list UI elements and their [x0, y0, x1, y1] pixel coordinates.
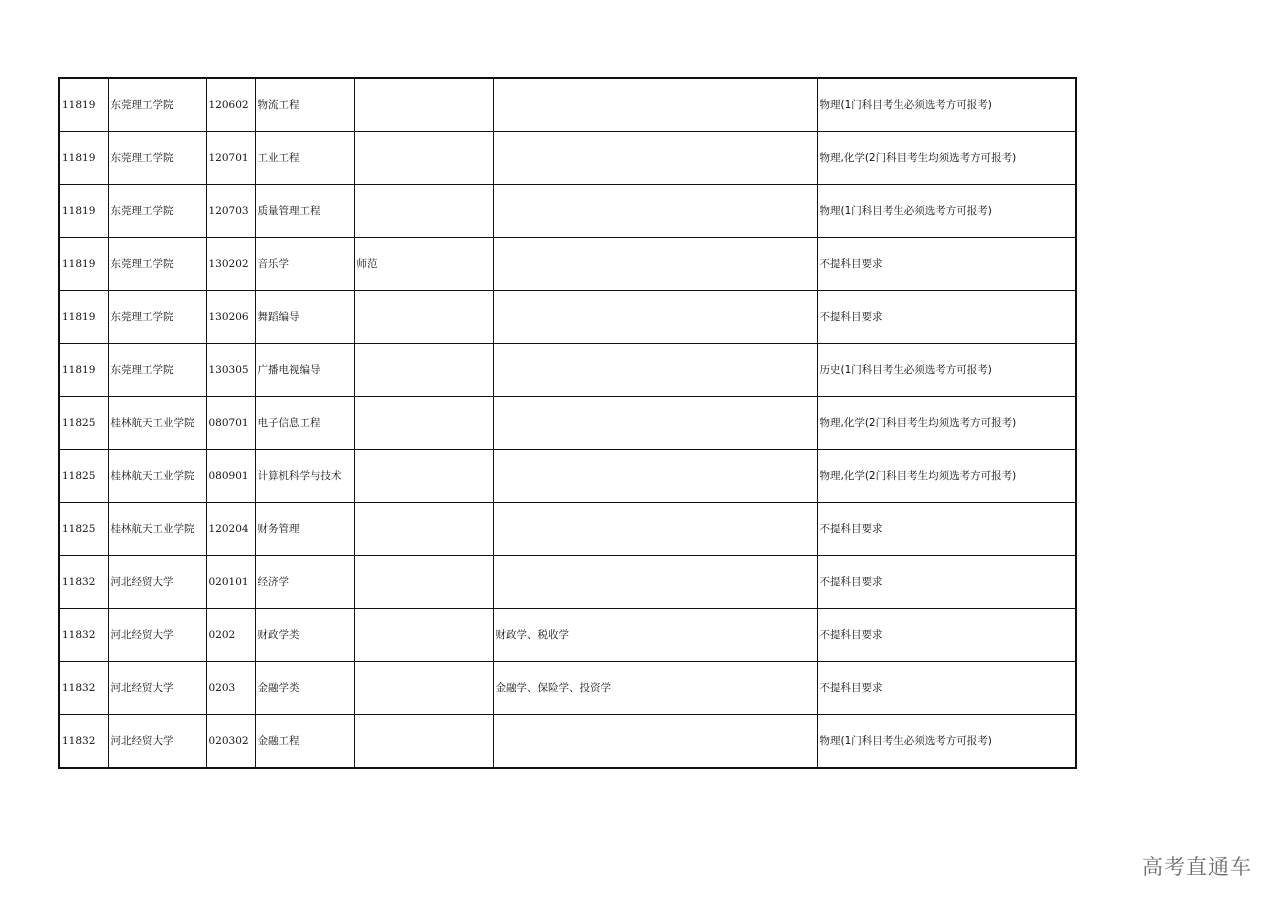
school-name-cell: 东莞理工学院 [108, 185, 206, 238]
major-name-cell: 经济学 [255, 556, 354, 609]
table-row [59, 397, 1076, 450]
watermark-text: 高考直通车 [1142, 855, 1252, 879]
school-code-cell: 11825 [59, 503, 108, 556]
school-code-cell: 11819 [59, 344, 108, 397]
school-code-cell: 11819 [59, 185, 108, 238]
note-cell [354, 556, 493, 609]
table-row [59, 450, 1076, 503]
major-name-cell: 金融工程 [255, 715, 354, 769]
major-code-cell: 120701 [206, 132, 255, 185]
subject-requirement-cell: 不提科目要求 [817, 556, 1076, 609]
table-body [59, 78, 1076, 768]
major-name-cell: 电子信息工程 [255, 397, 354, 450]
school-code-cell: 11832 [59, 662, 108, 715]
school-name-cell: 河北经贸大学 [108, 609, 206, 662]
table-row [59, 132, 1076, 185]
includes-majors-cell: 金融学、保险学、投资学 [493, 662, 817, 715]
school-code-cell: 11832 [59, 556, 108, 609]
major-name-cell: 质量管理工程 [255, 185, 354, 238]
school-name-cell: 东莞理工学院 [108, 78, 206, 132]
major-code-cell: 020302 [206, 715, 255, 769]
subject-requirement-cell: 历史(1门科目考生必须选考方可报考) [817, 344, 1076, 397]
major-code-cell: 120703 [206, 185, 255, 238]
school-name-cell: 东莞理工学院 [108, 344, 206, 397]
table-row [59, 503, 1076, 556]
school-name-cell: 东莞理工学院 [108, 132, 206, 185]
major-code-cell: 0203 [206, 662, 255, 715]
subject-requirement-cell: 不提科目要求 [817, 609, 1076, 662]
note-cell [354, 450, 493, 503]
table-row [59, 715, 1076, 769]
school-code-cell: 11819 [59, 291, 108, 344]
major-code-cell: 020101 [206, 556, 255, 609]
table-row [59, 185, 1076, 238]
note-cell [354, 503, 493, 556]
table-row [59, 78, 1076, 132]
major-name-cell: 工业工程 [255, 132, 354, 185]
includes-majors-cell [493, 78, 817, 132]
subject-requirement-cell: 物理,化学(2门科目考生均须选考方可报考) [817, 450, 1076, 503]
table-row [59, 609, 1076, 662]
subject-requirement-cell: 不提科目要求 [817, 291, 1076, 344]
note-cell [354, 132, 493, 185]
includes-majors-cell [493, 132, 817, 185]
major-name-cell: 财政学类 [255, 609, 354, 662]
school-name-cell: 东莞理工学院 [108, 291, 206, 344]
note-cell [354, 662, 493, 715]
table-row [59, 291, 1076, 344]
school-name-cell: 河北经贸大学 [108, 556, 206, 609]
subject-requirement-cell: 物理,化学(2门科目考生均须选考方可报考) [817, 397, 1076, 450]
school-code-cell: 11819 [59, 132, 108, 185]
school-name-cell: 河北经贸大学 [108, 715, 206, 769]
table-row [59, 344, 1076, 397]
note-cell [354, 78, 493, 132]
includes-majors-cell [493, 238, 817, 291]
school-name-cell: 东莞理工学院 [108, 238, 206, 291]
subject-requirement-cell: 物理,化学(2门科目考生均须选考方可报考) [817, 132, 1076, 185]
major-code-cell: 130202 [206, 238, 255, 291]
major-code-cell: 080701 [206, 397, 255, 450]
school-name-cell: 桂林航天工业学院 [108, 503, 206, 556]
subject-requirement-cell: 物理(1门科目考生必须选考方可报考) [817, 78, 1076, 132]
school-name-cell: 桂林航天工业学院 [108, 397, 206, 450]
school-code-cell: 11825 [59, 397, 108, 450]
school-code-cell: 11819 [59, 78, 108, 132]
note-cell [354, 344, 493, 397]
major-name-cell: 财务管理 [255, 503, 354, 556]
note-cell [354, 609, 493, 662]
includes-majors-cell [493, 450, 817, 503]
major-name-cell: 物流工程 [255, 78, 354, 132]
includes-majors-cell [493, 291, 817, 344]
includes-majors-cell [493, 397, 817, 450]
school-code-cell: 11825 [59, 450, 108, 503]
includes-majors-cell [493, 503, 817, 556]
school-name-cell: 河北经贸大学 [108, 662, 206, 715]
note-cell: 师范 [354, 238, 493, 291]
includes-majors-cell [493, 556, 817, 609]
subject-requirement-cell: 物理(1门科目考生必须选考方可报考) [817, 715, 1076, 769]
school-code-cell: 11819 [59, 238, 108, 291]
major-code-cell: 0202 [206, 609, 255, 662]
major-name-cell: 舞蹈编导 [255, 291, 354, 344]
school-code-cell: 11832 [59, 609, 108, 662]
note-cell [354, 397, 493, 450]
subject-requirement-cell: 不提科目要求 [817, 238, 1076, 291]
major-code-cell: 080901 [206, 450, 255, 503]
subject-requirement-cell: 不提科目要求 [817, 503, 1076, 556]
major-code-cell: 120602 [206, 78, 255, 132]
includes-majors-cell [493, 185, 817, 238]
table-row [59, 238, 1076, 291]
school-code-cell: 11832 [59, 715, 108, 769]
subject-requirement-cell: 物理(1门科目考生必须选考方可报考) [817, 185, 1076, 238]
includes-majors-cell [493, 715, 817, 769]
major-code-cell: 130206 [206, 291, 255, 344]
note-cell [354, 715, 493, 769]
major-name-cell: 计算机科学与技术 [255, 450, 354, 503]
note-cell [354, 291, 493, 344]
major-code-cell: 120204 [206, 503, 255, 556]
school-name-cell: 桂林航天工业学院 [108, 450, 206, 503]
subject-requirement-cell: 不提科目要求 [817, 662, 1076, 715]
table-row [59, 556, 1076, 609]
subject-requirements-table [58, 77, 1077, 769]
includes-majors-cell: 财政学、税收学 [493, 609, 817, 662]
includes-majors-cell [493, 344, 817, 397]
major-name-cell: 广播电视编导 [255, 344, 354, 397]
major-name-cell: 音乐学 [255, 238, 354, 291]
major-code-cell: 130305 [206, 344, 255, 397]
note-cell [354, 185, 493, 238]
table-row [59, 662, 1076, 715]
major-name-cell: 金融学类 [255, 662, 354, 715]
